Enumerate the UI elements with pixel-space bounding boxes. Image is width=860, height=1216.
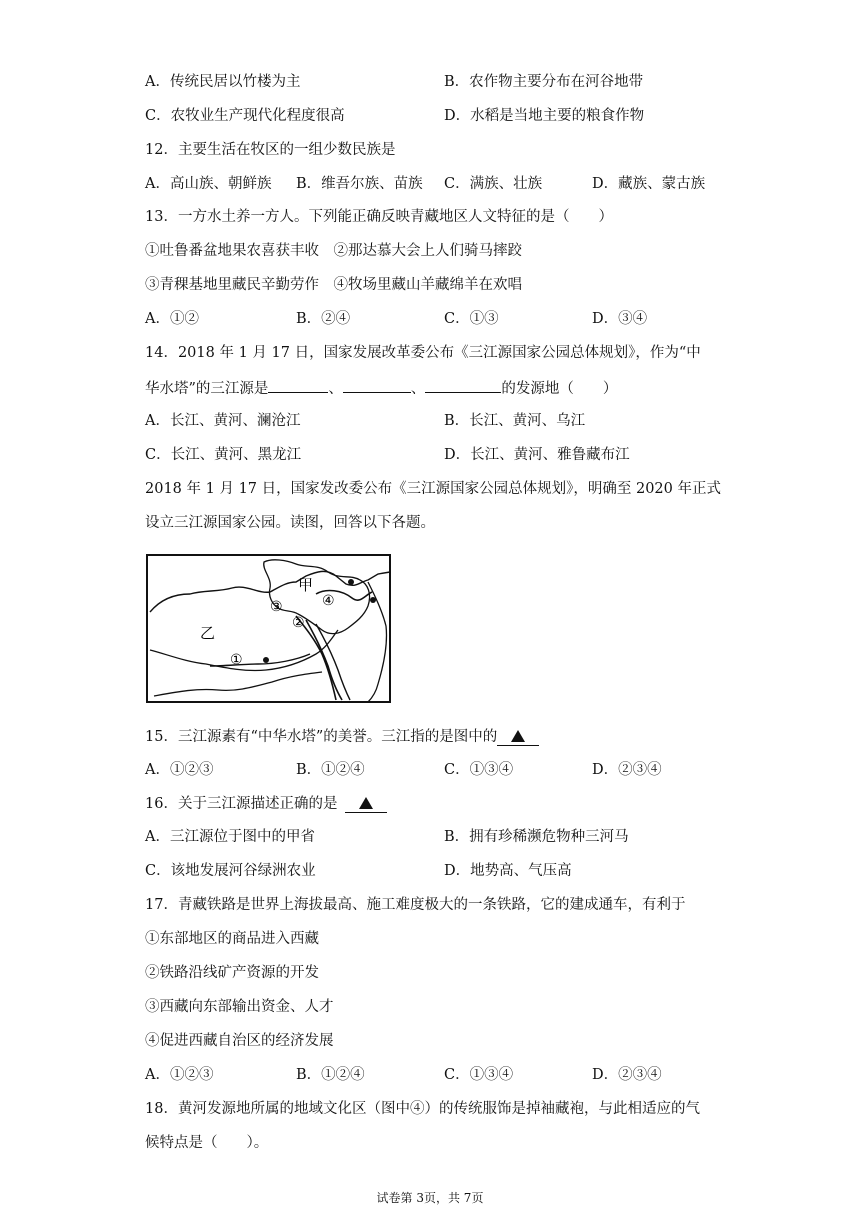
triangle-icon [359, 797, 373, 809]
q12-option-c: C．满族、壮族 [444, 176, 543, 192]
map-marker-3: ③ [270, 599, 283, 615]
city-dot [370, 597, 376, 603]
q12-option-a: A．高山族、朝鲜族 [145, 176, 272, 192]
map-marker-2: ② [292, 615, 305, 631]
q14-stem-post: 的发源地（ ） [501, 381, 618, 397]
city-dot-lhasa [263, 657, 269, 663]
q14-option-b: B．长江、黄河、乌江 [444, 413, 586, 429]
q13-option-b: B．②④ [296, 311, 351, 327]
q18-stem-line-1: 18．黄河发源地所属的地域文化区（图中④）的传统服饰是掉袖藏袍，与此相适应的气 [145, 1101, 700, 1117]
q13-statement-2: ③青稞基地里藏民辛勤劳作 ④牧场里藏山羊藏绵羊在欢唱 [145, 277, 522, 293]
q15-stem [145, 727, 539, 747]
q14-stem-line-1: 14．2018 年 1 月 17 日，国家发展改革委公布《三江源国家公园总体规划》，作为“中 [145, 345, 701, 361]
blank-separator: 、 [328, 381, 343, 397]
q17-statement-4: ④促进西藏自治区的经济发展 [145, 1033, 334, 1049]
q16-option-b: B．拥有珍稀濒危物种三河马 [444, 829, 629, 845]
sanjiangyuan-map [146, 554, 394, 704]
triangle-icon [511, 730, 525, 742]
q13-option-d: D．③④ [592, 311, 648, 327]
q16-stem-text: 16．关于三江源描述正确的是 [145, 796, 338, 812]
q16-stem [145, 794, 387, 814]
q17-statement-2: ②铁路沿线矿产资源的开发 [145, 965, 319, 981]
q14-option-c: C．长江、黄河、黑龙江 [145, 447, 302, 463]
q11-option-d: D．水稻是当地主要的粮食作物 [444, 108, 645, 124]
q15-option-a: A．①②③ [145, 762, 214, 778]
q15-stem-text: 15．三江源素有“中华水塔”的美誉。三江指的是图中的 [145, 729, 498, 745]
q17-option-a: A．①②③ [145, 1067, 214, 1083]
q12-option-b: B．维吾尔族、苗族 [296, 176, 423, 192]
city-dot [348, 579, 354, 585]
q11-option-a: A．传统民居以竹楼为主 [145, 74, 301, 90]
q16-option-a: A．三江源位于图中的甲省 [145, 829, 315, 845]
map-label-jia: 甲 [298, 576, 314, 594]
q15-option-d: D．②③④ [592, 762, 662, 778]
q14-stem-pre: 华水塔”的三江源是 [145, 381, 269, 397]
q17-statement-3: ③西藏向东部输出资金、人才 [145, 999, 334, 1015]
page-footer: 试卷第 3页，共 7页 [376, 1191, 484, 1205]
map-label-yi: 乙 [200, 624, 216, 642]
q14-option-a: A．长江、黄河、澜沧江 [145, 413, 301, 429]
q15-option-b: B．①②④ [296, 762, 365, 778]
q11-option-c: C．农牧业生产现代化程度很高 [145, 108, 345, 124]
q12-stem: 12．主要生活在牧区的一组少数民族是 [145, 142, 396, 158]
q13-option-c: C．①③ [444, 311, 499, 327]
map-marker-4: ④ [322, 593, 335, 609]
q13-stem: 13．一方水土养一方人。下列能正确反映青藏地区人文特征的是（ ） [145, 209, 613, 225]
intro-line-1: 2018 年 1 月 17 日，国家发改委公布《三江源国家公园总体规划》，明确至 2020 年正式 [145, 481, 721, 497]
q17-option-c: C．①③④ [444, 1067, 514, 1083]
fill-blank-3 [425, 377, 501, 393]
q16-option-d: D．地势高、气压高 [444, 863, 572, 879]
answer-placeholder [345, 796, 387, 813]
q13-statement-1: ①吐鲁番盆地果农喜获丰收 ②那达慕大会上人们骑马摔跤 [145, 243, 522, 259]
q12-option-d: D．藏族、蒙古族 [592, 176, 706, 192]
q15-option-c: C．①③④ [444, 762, 514, 778]
q14-stem-line-2 [145, 377, 617, 399]
q17-option-d: D．②③④ [592, 1067, 662, 1083]
q14-option-d: D．长江、黄河、雅鲁藏布江 [444, 447, 630, 463]
map-marker-1: ① [230, 652, 243, 668]
blank-separator: 、 [410, 381, 426, 397]
q16-option-c: C．该地发展河谷绿洲农业 [145, 863, 316, 879]
q17-stem: 17．青藏铁路是世界上海拔最高、施工难度极大的一条铁路，它的建成通车，有利于 [145, 897, 686, 913]
q11-option-b: B．农作物主要分布在河谷地带 [444, 74, 644, 90]
q17-statement-1: ①东部地区的商品进入西藏 [145, 931, 319, 947]
answer-placeholder [497, 729, 539, 746]
q17-option-b: B．①②④ [296, 1067, 365, 1083]
q13-option-a: A．①② [145, 311, 199, 327]
fill-blank-2 [343, 377, 411, 393]
intro-line-2: 设立三江源国家公园。读图，回答以下各题。 [145, 515, 435, 531]
q18-stem-line-2: 候特点是（ ）。 [145, 1135, 269, 1151]
fill-blank-1 [268, 377, 328, 393]
